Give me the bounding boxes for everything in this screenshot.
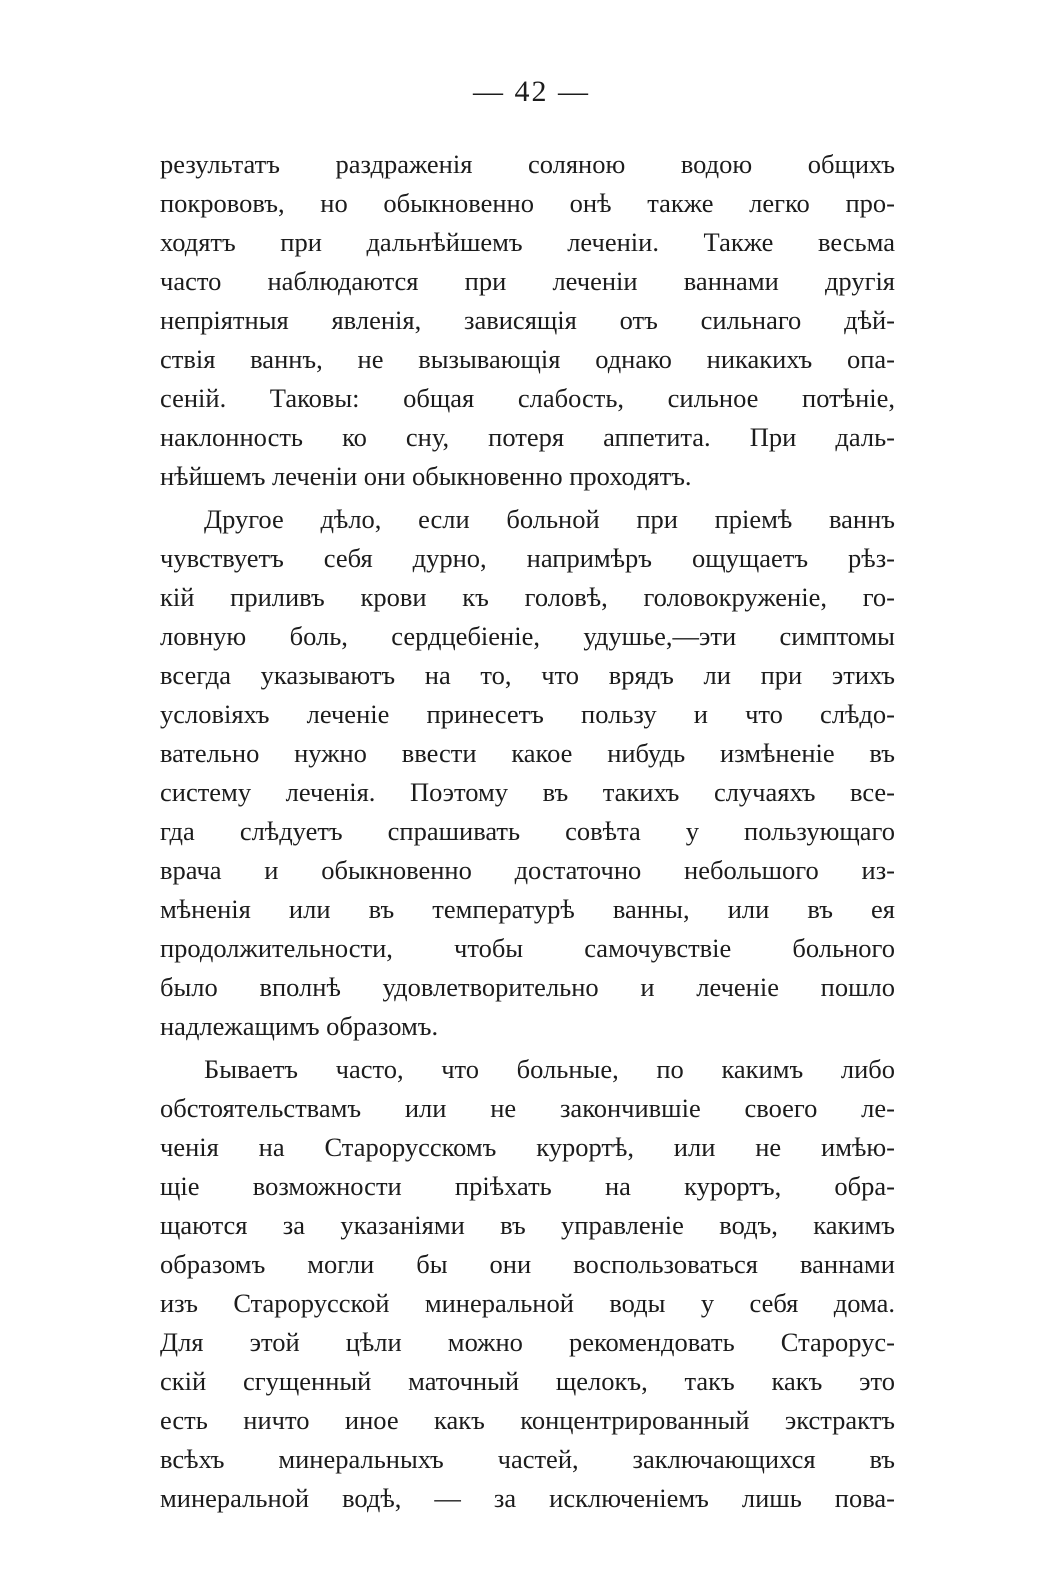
text-line: условіяхъ леченіе принесетъ пользу и что слѣдо- bbox=[160, 699, 895, 729]
text-line: скій сгущенный маточный щелокъ, такъ какъ это bbox=[160, 1366, 895, 1396]
text-line: Для этой цѣли можно рекомендовать Старорус- bbox=[160, 1327, 895, 1357]
text-line: наклонность ко сну, потеря аппетита. При даль- bbox=[160, 422, 895, 452]
page-number: — 42 — bbox=[473, 75, 590, 108]
text-line: гда слѣдуетъ спрашивать совѣта у пользующаго bbox=[160, 816, 895, 846]
text-line: результатъ раздраженія соляною водою общихъ bbox=[160, 149, 895, 179]
text-line: систему леченія. Поэтому въ такихъ случаяхъ все- bbox=[160, 777, 895, 807]
text-line: надлежащимъ образомъ. bbox=[160, 1011, 439, 1041]
paragraph-1 bbox=[160, 145, 895, 496]
text-line: врача и обыкновенно достаточно небольшого из- bbox=[160, 855, 895, 885]
text-line: нѣйшемъ леченіи они обыкновенно проходятъ. bbox=[160, 461, 692, 491]
text-line: щіе возможности пріѣхать на курортъ, обра- bbox=[160, 1171, 895, 1201]
text-line: Другое дѣло, если больной при пріемѣ ваннъ bbox=[204, 504, 895, 534]
text-line: всѣхъ минеральныхъ частей, заключающихся въ bbox=[160, 1444, 895, 1474]
text-line: непріятныя явленія, зависящія отъ сильнаго дѣй- bbox=[160, 305, 895, 335]
text-line: вательно нужно ввести какое нибудь измѣненіе въ bbox=[160, 738, 895, 768]
paragraph-2 bbox=[160, 500, 895, 1046]
text-line: всегда указываютъ на то, что врядъ ли при этихъ bbox=[160, 660, 895, 690]
body-text bbox=[160, 145, 895, 1522]
text-line: образомъ могли бы они воспользоваться ваннами bbox=[160, 1249, 895, 1279]
text-line: есть ничто иное какъ концентрированный экстрактъ bbox=[160, 1405, 895, 1435]
text-line: минеральной водѣ, — за исключеніемъ лишь пова- bbox=[160, 1483, 895, 1513]
text-line: ловную боль, сердцебіеніе, удушье,—эти симптомы bbox=[160, 621, 895, 651]
text-line: ходятъ при дальнѣйшемъ леченіи. Также весьма bbox=[160, 227, 895, 257]
text-line: было вполнѣ удовлетворительно и леченіе пошло bbox=[160, 972, 895, 1002]
text-line: Бываетъ часто, что больные, по какимъ либо bbox=[204, 1054, 895, 1084]
text-line: обстоятельствамъ или не закончившіе своего ле- bbox=[160, 1093, 895, 1123]
text-line: чувствуетъ себя дурно, напримѣръ ощущаетъ рѣз- bbox=[160, 543, 895, 573]
text-line: кій приливъ крови къ головѣ, головокруженіе, го- bbox=[160, 582, 895, 612]
text-line: щаются за указаніями въ управленіе водъ, какимъ bbox=[160, 1210, 895, 1240]
text-line: ченія на Старорусскомъ курортѣ, или не имѣю- bbox=[160, 1132, 895, 1162]
text-line: мѣненія или въ температурѣ ванны, или въ ея bbox=[160, 894, 895, 924]
text-line: сеній. Таковы: общая слабость, сильное потѣніе, bbox=[160, 383, 895, 413]
text-line: изъ Старорусской минеральной воды у себя дома. bbox=[160, 1288, 895, 1318]
text-line: часто наблюдаются при леченіи ваннами другія bbox=[160, 266, 895, 296]
text-line: покрововъ, но обыкновенно онѣ также легко про- bbox=[160, 188, 895, 218]
text-line: продолжительности, чтобы самочувствіе больного bbox=[160, 933, 895, 963]
paragraph-3 bbox=[160, 1050, 895, 1518]
text-line: ствія ваннъ, не вызывающія однако никакихъ опа- bbox=[160, 344, 895, 374]
